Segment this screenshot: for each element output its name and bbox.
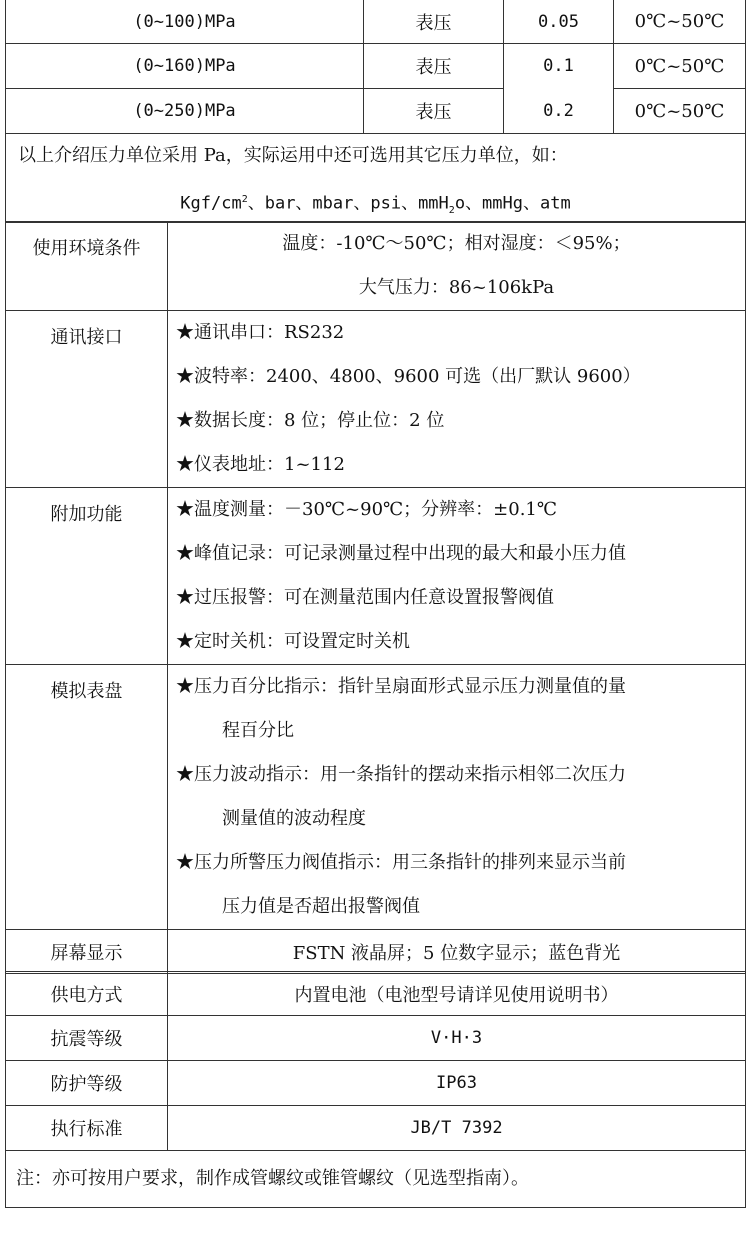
list-item: ★压力所警压力阀值指示：用三条指针的排列来显示当前 xyxy=(176,852,626,873)
unit-h2o-subscript: 2 xyxy=(448,205,455,217)
environment-line: 温度：-10℃～50℃；相对湿度：＜95%； xyxy=(282,233,631,254)
display-label: 屏幕显示 xyxy=(6,930,168,974)
list-item: ★通讯串口：RS232 xyxy=(176,322,345,343)
unit-note-cell xyxy=(6,134,746,223)
accuracy-cell: 0.1 xyxy=(504,44,614,89)
standard-label: 执行标准 xyxy=(6,1106,168,1151)
list-item: ★定时关机：可设置定时关机 xyxy=(176,631,410,652)
range-table xyxy=(5,0,746,223)
standard-value: JB/T 7392 xyxy=(168,1106,746,1151)
unit-list-middle: 、bar、mbar、psi、mmH xyxy=(247,193,449,214)
environment-line: 大气压力：86~106kPa xyxy=(358,277,555,298)
spec-table xyxy=(5,221,746,974)
unit-h2o-o: o xyxy=(454,193,466,214)
range-cell: (0~160)MPa xyxy=(6,44,364,89)
analog-value xyxy=(168,665,746,930)
temperature-cell: 0℃~50℃ xyxy=(614,44,746,89)
accuracy-cell: 0.2 xyxy=(504,89,614,134)
list-item: ★压力波动指示：用一条指针的摆动来指示相邻二次压力 xyxy=(176,764,626,785)
extra-label: 附加功能 xyxy=(6,488,168,665)
table-row xyxy=(6,1016,746,1061)
table-row xyxy=(6,1061,746,1106)
footnote: 注：亦可按用户要求，制作成管螺纹或锥管螺纹（见选型指南）。 xyxy=(6,1151,746,1208)
temperature-cell: 0℃~50℃ xyxy=(614,89,746,134)
range-cell: (0~100)MPa xyxy=(6,0,364,44)
environment-label: 使用环境条件 xyxy=(6,222,168,311)
comm-label: 通讯接口 xyxy=(6,311,168,488)
list-item: ★仪表地址：1~112 xyxy=(176,454,345,475)
table-row xyxy=(6,0,746,44)
pressure-type-cell: 表压 xyxy=(364,44,504,89)
shock-value: V·H·3 xyxy=(168,1016,746,1061)
list-item: ★温度测量：－30℃~90℃；分辨率：±0.1℃ xyxy=(176,499,558,520)
table-row xyxy=(6,972,746,1016)
power-value: 内置电池（电池型号请详见使用说明书） xyxy=(168,972,746,1016)
list-item: ★峰值记录：可记录测量过程中出现的最大和最小压力值 xyxy=(176,543,626,564)
unit-kgf: Kgf/cm xyxy=(180,193,242,214)
protection-label: 防护等级 xyxy=(6,1061,168,1106)
temperature-cell: 0℃~50℃ xyxy=(614,0,746,44)
power-label: 供电方式 xyxy=(6,972,168,1016)
unit-note-row xyxy=(6,134,746,223)
unit-list xyxy=(6,178,745,222)
environment-row xyxy=(6,222,746,311)
protection-value: IP63 xyxy=(168,1061,746,1106)
display-value: FSTN 液晶屏；5 位数字显示；蓝色背光 xyxy=(168,930,746,974)
unit-note-text: 以上介绍压力单位采用 Pa，实际运用中还可选用其它压力单位，如： xyxy=(18,145,568,166)
range-cell: (0~250)MPa xyxy=(6,89,364,134)
list-item: ★过压报警：可在测量范围内任意设置报警阀值 xyxy=(176,587,554,608)
list-item-continuation: 测量值的波动程度 xyxy=(222,808,366,829)
table-row xyxy=(6,44,746,89)
note-row xyxy=(6,1151,746,1208)
extra-value xyxy=(168,488,746,665)
power-table xyxy=(5,971,746,1208)
display-row xyxy=(6,930,746,974)
comm-value xyxy=(168,311,746,488)
unit-kgf-superscript: 2 xyxy=(241,194,248,205)
unit-list-tail: 、mmHg、atm xyxy=(465,193,571,214)
shock-label: 抗震等级 xyxy=(6,1016,168,1061)
list-item: ★数据长度：8 位；停止位：2 位 xyxy=(176,410,445,431)
extra-row xyxy=(6,488,746,665)
accuracy-cell: 0.05 xyxy=(504,0,614,44)
list-item: ★压力百分比指示：指针呈扇面形式显示压力测量值的量 xyxy=(176,676,626,697)
table-row xyxy=(6,89,746,134)
comm-row xyxy=(6,311,746,488)
environment-value xyxy=(168,222,746,311)
analog-label: 模拟表盘 xyxy=(6,665,168,930)
pressure-type-cell: 表压 xyxy=(364,0,504,44)
list-item-continuation: 程百分比 xyxy=(222,720,294,741)
analog-row xyxy=(6,665,746,930)
table-row xyxy=(6,1106,746,1151)
list-item-continuation: 压力值是否超出报警阀值 xyxy=(222,896,420,917)
list-item: ★波特率：2400、4800、9600 可选（出厂默认 9600） xyxy=(176,366,641,387)
pressure-type-cell: 表压 xyxy=(364,89,504,134)
